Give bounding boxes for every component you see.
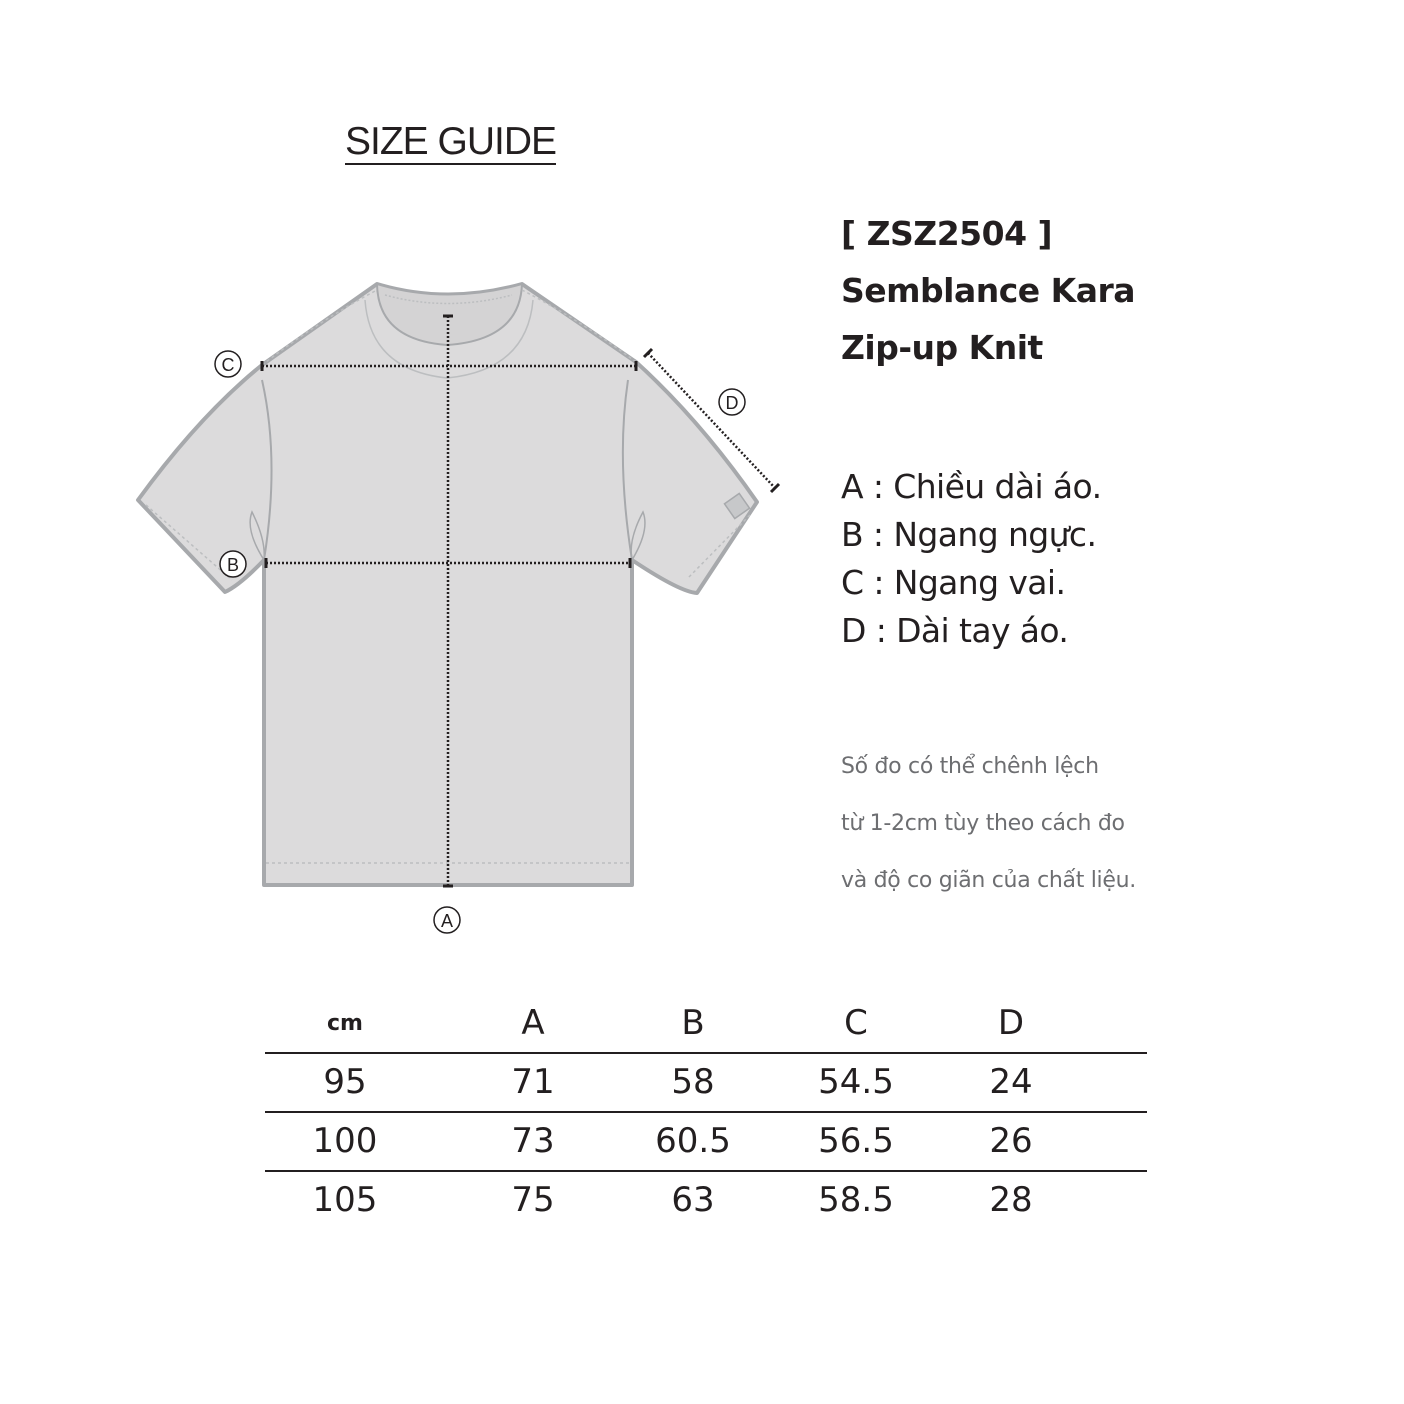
garment-diagram [0,0,820,960]
product-code: [ ZSZ2504 ] [841,214,1053,253]
label-d: D [725,393,739,413]
size-table [265,995,1147,1229]
label-c-marker [215,351,241,377]
table-cell-d: 26 [989,1121,1033,1161]
table-cell-size: 100 [312,1121,378,1161]
legend-item-c: C : Ngang vai. [841,563,1066,602]
table-header-row [265,995,1147,1054]
table-cell-b: 63 [671,1180,715,1220]
table-cell-size: 95 [323,1062,367,1102]
table-header-a: A [521,1003,545,1043]
legend-item-d: D : Dài tay áo. [841,611,1069,650]
note-line-3: và độ co giãn của chất liệu. [841,868,1136,893]
table-cell-a: 71 [511,1062,555,1102]
table-cell-b: 58 [671,1062,715,1102]
label-a: A [440,911,454,931]
measurement-note [841,738,1136,909]
table-cell-d: 28 [989,1180,1033,1220]
label-b-marker [220,551,246,577]
table-row [265,1172,1147,1229]
table-cell-c: 54.5 [818,1062,894,1102]
label-a-marker [434,907,460,933]
page-title: SIZE GUIDE [345,120,557,163]
note-line-2: từ 1-2cm tùy theo cách đo [841,811,1125,836]
product-name-line2: Zip-up Knit [841,328,1043,367]
table-header-c: C [844,1003,868,1043]
table-header-d: D [997,1003,1025,1043]
table-header-unit: cm [327,1011,363,1036]
table-cell-c: 56.5 [818,1121,894,1161]
product-heading [841,205,1135,376]
legend-item-a: A : Chiều dài áo. [841,467,1102,506]
label-d-marker [719,389,745,415]
note-line-1: Số đo có thể chênh lệch [841,754,1099,779]
table-cell-d: 24 [989,1062,1033,1102]
measurement-legend [841,463,1101,655]
label-c: C [221,355,235,375]
legend-item-b: B : Ngang ngực. [841,515,1097,554]
table-cell-size: 105 [312,1180,378,1220]
table-cell-a: 73 [511,1121,555,1161]
table-row [265,1054,1147,1113]
table-cell-a: 75 [511,1180,555,1220]
table-row [265,1113,1147,1172]
table-header-b: B [681,1003,705,1043]
table-cell-b: 60.5 [655,1121,731,1161]
table-cell-c: 58.5 [818,1180,894,1220]
label-b: B [226,555,240,575]
product-name-line1: Semblance Kara [841,271,1136,310]
